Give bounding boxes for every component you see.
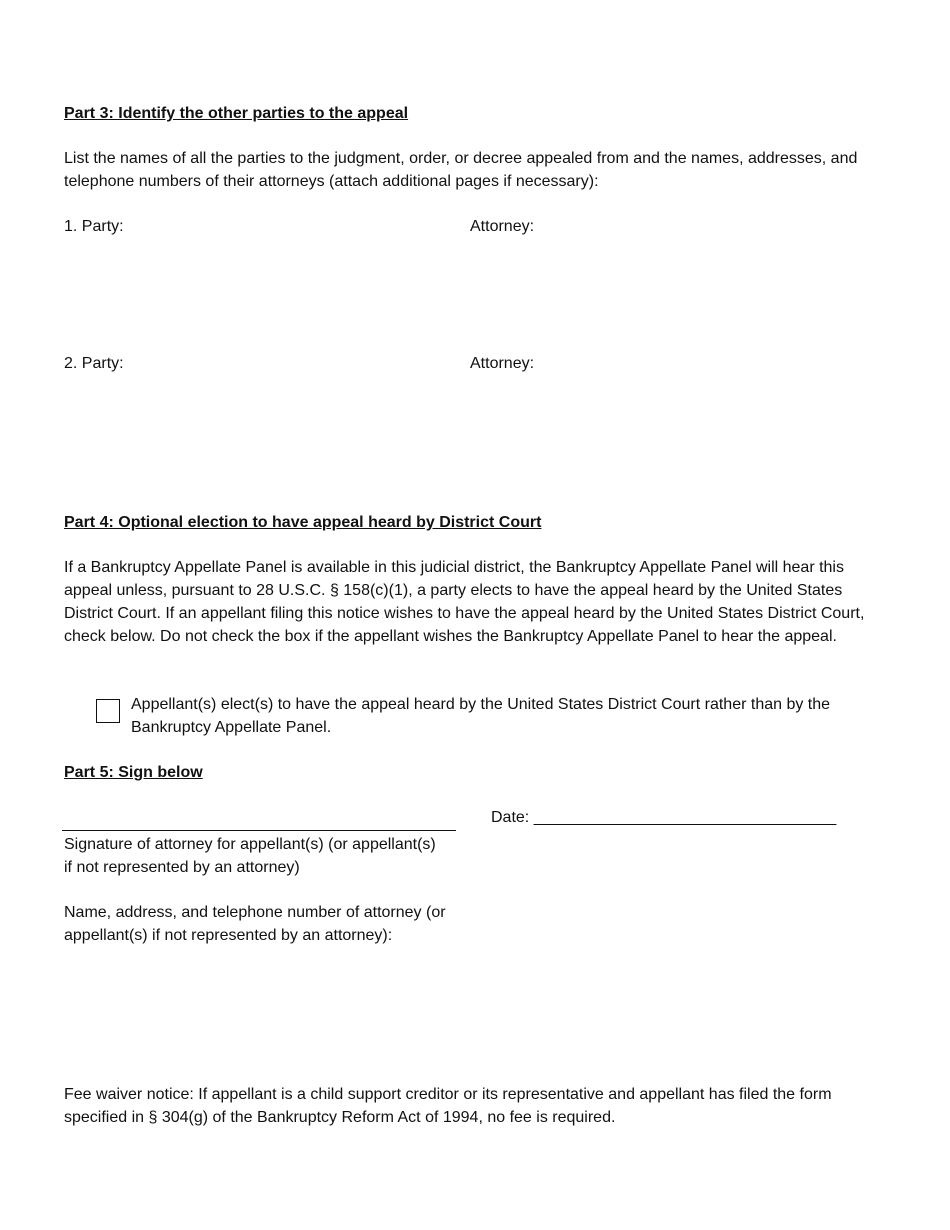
part5-heading: Part 5: Sign below bbox=[64, 764, 203, 781]
date-field[interactable]: Date: __________________________________ bbox=[491, 809, 837, 826]
fee-waiver-notice: Fee waiver notice: If appellant is a child support creditor or its representative and appellant has filed the form specified in § 304(g) of the Bankruptcy Reform Act of 1994, no fee is required. bbox=[64, 1086, 832, 1126]
party-2-label: 2. Party: bbox=[64, 355, 124, 372]
party-1-label: 1. Party: bbox=[64, 218, 124, 235]
part4-heading: Part 4: Optional election to have appeal heard by District Court bbox=[64, 514, 542, 531]
part3-heading: Part 3: Identify the other parties to the appeal bbox=[64, 105, 409, 122]
attorney-2-label: Attorney: bbox=[470, 355, 535, 372]
part4-body: If a Bankruptcy Appellate Panel is available in this judicial district, the Bankruptcy Appellate Panel will hear this appeal unless, pursuant to 28 U.S.C. § 158(c)(1), a party elects to have the appeal heard by the United States District Court. If an appellant filing this notice wishes to have the appeal heard by the United States District Court, check below. Do not check the box if the appellant wishes the Bankruptcy Appellate Panel to hear the appeal. bbox=[64, 559, 865, 645]
district-court-election-checkbox[interactable] bbox=[96, 699, 120, 723]
signature-caption: Signature of attorney for appellant(s) (or appellant(s) if not represented by an attorney) bbox=[64, 836, 436, 876]
attorney-info-caption: Name, address, and telephone number of attorney (or appellant(s) if not represented by an attorney): bbox=[64, 904, 446, 944]
part3-instructions: List the names of all the parties to the judgment, order, or decree appealed from and the names, addresses, and telephone numbers of their attorneys (attach additional pages if necessary): bbox=[64, 150, 858, 190]
attorney-1-label: Attorney: bbox=[470, 218, 535, 235]
signature-line[interactable] bbox=[62, 830, 456, 831]
district-court-election-label: Appellant(s) elect(s) to have the appeal heard by the United States District Court rather than by the Bankruptcy Appellate Panel. bbox=[131, 696, 831, 736]
